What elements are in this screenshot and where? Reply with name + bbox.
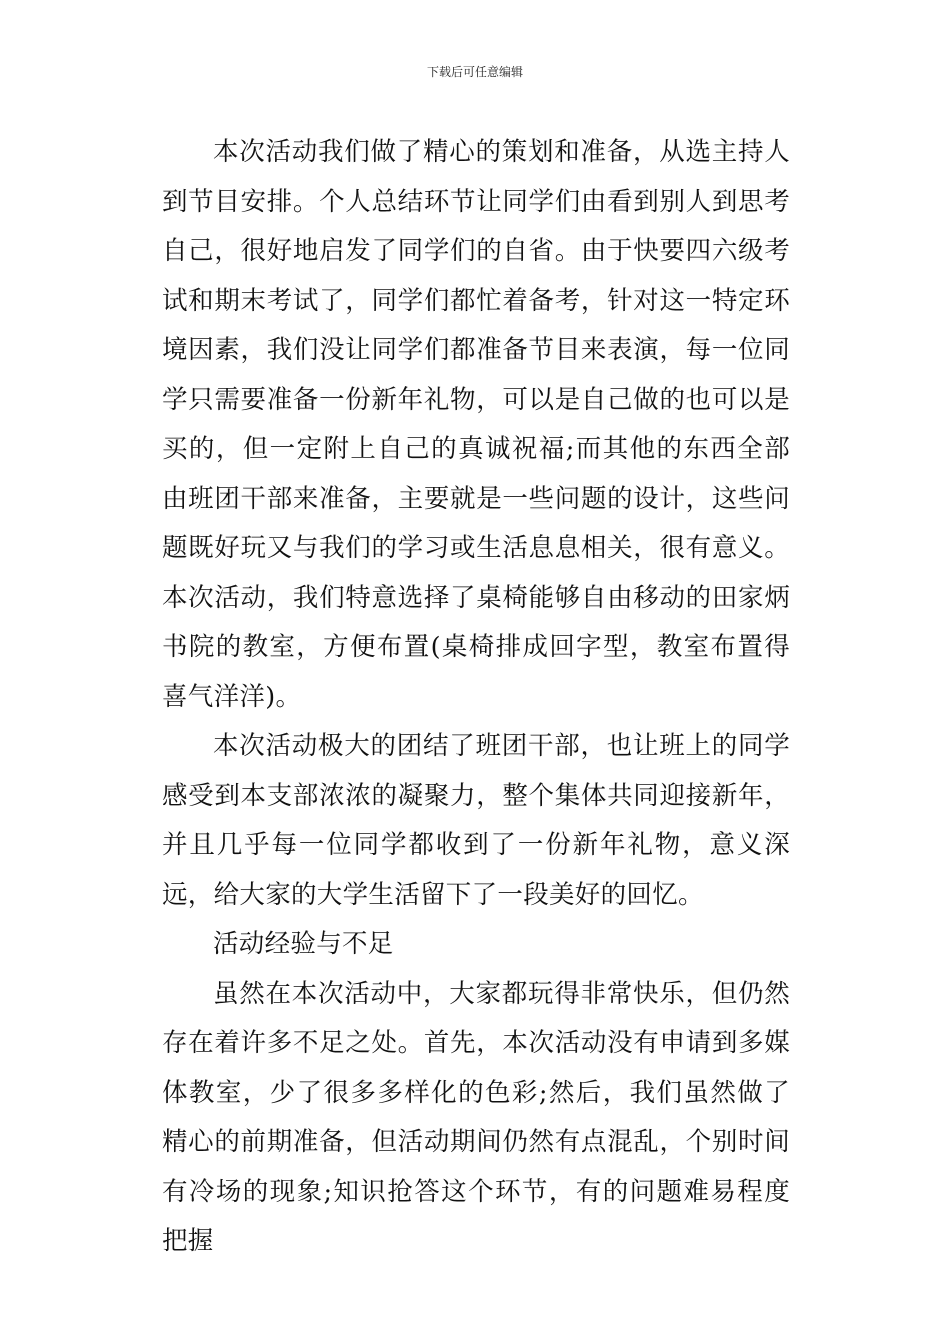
document-body — [162, 128, 790, 1267]
section-heading: 活动经验与不足 — [213, 929, 394, 959]
paragraph-activity-effect: 本次活动极大的团结了班团干部，也让班上的同学感受到本支部浓浓的凝聚力，整个集体共同迎接新年，并且几乎每一位同学都收到了一份新年礼物，意义深远，给大家的大学生活留下了一段美好的回忆。 — [162, 731, 790, 910]
paragraph-activity-planning: 本次活动我们做了精心的策划和准备，从选主持人到节目安排。个人总结环节让同学们由看到别人到思考自己，很好地启发了同学们的自省。由于快要四六级考试和期末考试了，同学们都忙着备考，针对这一特定环境因素，我们没让同学们都准备节目来表演，每一位同学只需要准备一份新年礼物，可以是自己做的也可以是买的，但一定附上自己的真诚祝福;而其他的东西全部由班团干部来准备，主要就是一些问题的设计，这些问题既好玩又与我们的学习或生活息息相关，很有意义。本次活动，我们特意选择了桌椅能够自由移动的田家炳书院的教室，方便布置(桌椅排成回字型，教室布置得喜气洋洋)。 — [162, 137, 790, 712]
paragraph-shortcomings: 虽然在本次活动中，大家都玩得非常快乐，但仍然存在着许多不足之处。首先，本次活动没有申请到多媒体教室，少了很多多样化的色彩;然后，我们虽然做了精心的前期准备，但活动期间仍然有点混乱，个别时间有冷场的现象;知识抢答这个环节，有的问题难易程度把握 — [162, 978, 790, 1256]
header-note: 下载后可任意编辑 — [426, 65, 523, 79]
